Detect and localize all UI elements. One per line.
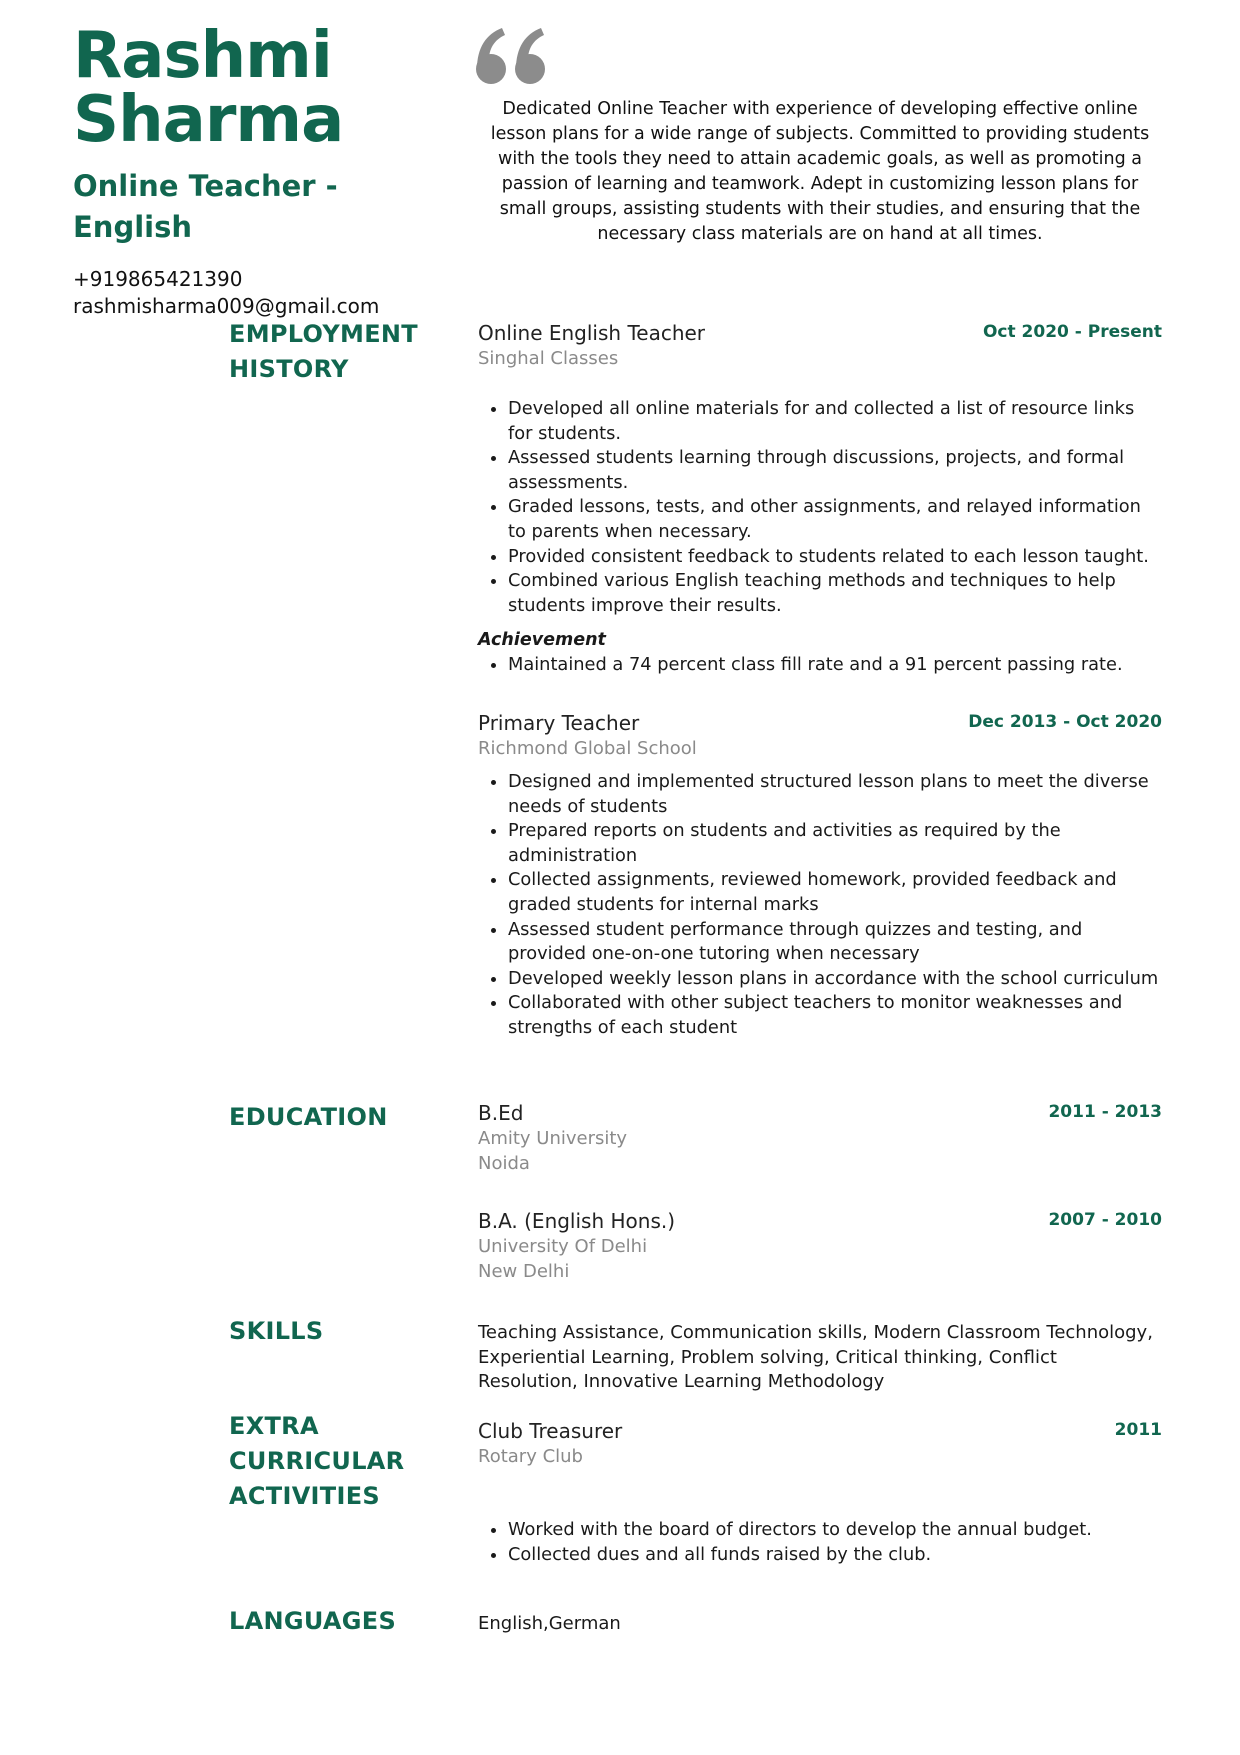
institution-location: New Delhi: [478, 1261, 570, 1282]
education-entry: [478, 1208, 1162, 1284]
contact-info: [73, 266, 379, 320]
achievement-list: [478, 653, 1162, 678]
activity-dates: 2011: [1114, 1420, 1162, 1440]
candidate-name: [73, 19, 344, 157]
list-item: • Worked with the board of directors to develop the annual budget.: [508, 1518, 1162, 1543]
list-item: • Combined various English teaching methods and techniques to help students improve their results.: [508, 569, 1162, 618]
job-position: Primary Teacher: [478, 711, 640, 735]
entry-header: [478, 320, 1162, 346]
activity-role: Club Treasurer: [478, 1419, 623, 1443]
phone-number: +919865421390: [73, 267, 243, 291]
activity-organization: Rotary Club: [478, 1446, 583, 1467]
achievement-label: Achievement: [478, 630, 606, 651]
list-item: • Collaborated with other subject teachers to monitor weaknesses and strengths of each student: [508, 991, 1162, 1040]
section-title-education: EDUCATION: [229, 1103, 388, 1131]
education-entry: [478, 1100, 1162, 1176]
activity-entry: [478, 1418, 1162, 1567]
job-position: Online English Teacher: [478, 321, 706, 345]
degree-name: B.A. (English Hons.): [478, 1209, 676, 1233]
degree-name: B.Ed: [478, 1101, 524, 1125]
first-name: Rashmi: [73, 19, 332, 93]
languages-text: English,German: [478, 1613, 621, 1634]
employment-entry: [478, 320, 1162, 678]
list-item: • Graded lessons, tests, and other assignments, and relayed information to parents when necessary.: [508, 495, 1162, 544]
list-item: • Developed all online materials for and collected a list of resource links for students.: [508, 397, 1162, 446]
list-item: • Maintained a 74 percent class fill rate and a 91 percent passing rate.: [508, 653, 1162, 678]
section-title-extra-curricular: EXTRA CURRICULAR ACTIVITIES: [229, 1412, 405, 1510]
section-title-languages: LANGUAGES: [229, 1607, 397, 1635]
entry-header: [478, 1418, 1162, 1444]
job-dates: Oct 2020 - Present: [982, 322, 1162, 342]
institution-name: University Of Delhi: [478, 1236, 648, 1257]
list-item: • Assessed students learning through discussions, projects, and formal assessments.: [508, 446, 1162, 495]
institution-name: Amity University: [478, 1128, 628, 1149]
list-item: • Provided consistent feedback to students related to each lesson taught.: [508, 545, 1162, 570]
employer-name: Richmond Global School: [478, 738, 697, 759]
education-dates: 2011 - 2013: [1048, 1102, 1162, 1122]
profile-summary: Dedicated Online Teacher with experience of developing effective online lesson plans for a wide range of subjects. Committed to providing students with the tools they need to attain academic goals, as well as promoting a passion of learning and teamwork. Adept in customizing lesson plans for small groups, assisting students with their studies, and ensuring that the necessary class materials are on hand at all times.: [490, 99, 1150, 244]
list-item: • Prepared reports on students and activities as required by the administration: [508, 819, 1162, 868]
activity-list: [478, 1518, 1162, 1567]
list-item: • Assessed student performance through quizzes and testing, and provided one-on-one tutoring when necessary: [508, 918, 1162, 967]
skills-text: Teaching Assistance, Communication skills, Modern Classroom Technology, Experiential Learning, Problem solving, Critical thinking, Conflict Resolution, Innovative Learning Methodology: [478, 1322, 1153, 1393]
responsibility-list: [478, 397, 1162, 618]
list-item: • Collected dues and all funds raised by the club.: [508, 1543, 1162, 1568]
last-name: Sharma: [73, 83, 344, 157]
entry-header: [478, 710, 1162, 736]
section-title-employment: EMPLOYMENT HISTORY: [229, 320, 418, 383]
responsibility-list: [478, 770, 1162, 1041]
list-item: • Designed and implemented structured lesson plans to meet the diverse needs of students: [508, 770, 1162, 819]
list-item: • Developed weekly lesson plans in accordance with the school curriculum: [508, 967, 1162, 992]
education-dates: 2007 - 2010: [1048, 1210, 1162, 1230]
job-dates: Dec 2013 - Oct 2020: [968, 712, 1162, 732]
entry-header: [478, 1100, 1162, 1126]
quote-icon: [474, 26, 554, 86]
institution-location: Noida: [478, 1153, 530, 1174]
email-address: rashmisharma009@gmail.com: [73, 294, 380, 318]
entry-header: [478, 1208, 1162, 1234]
list-item: • Collected assignments, reviewed homework, provided feedback and graded students for internal marks: [508, 868, 1162, 917]
section-title-skills: SKILLS: [229, 1317, 324, 1345]
employment-entry: [478, 710, 1162, 1041]
employer-name: Singhal Classes: [478, 348, 619, 369]
job-title: Online Teacher - English: [73, 169, 338, 244]
